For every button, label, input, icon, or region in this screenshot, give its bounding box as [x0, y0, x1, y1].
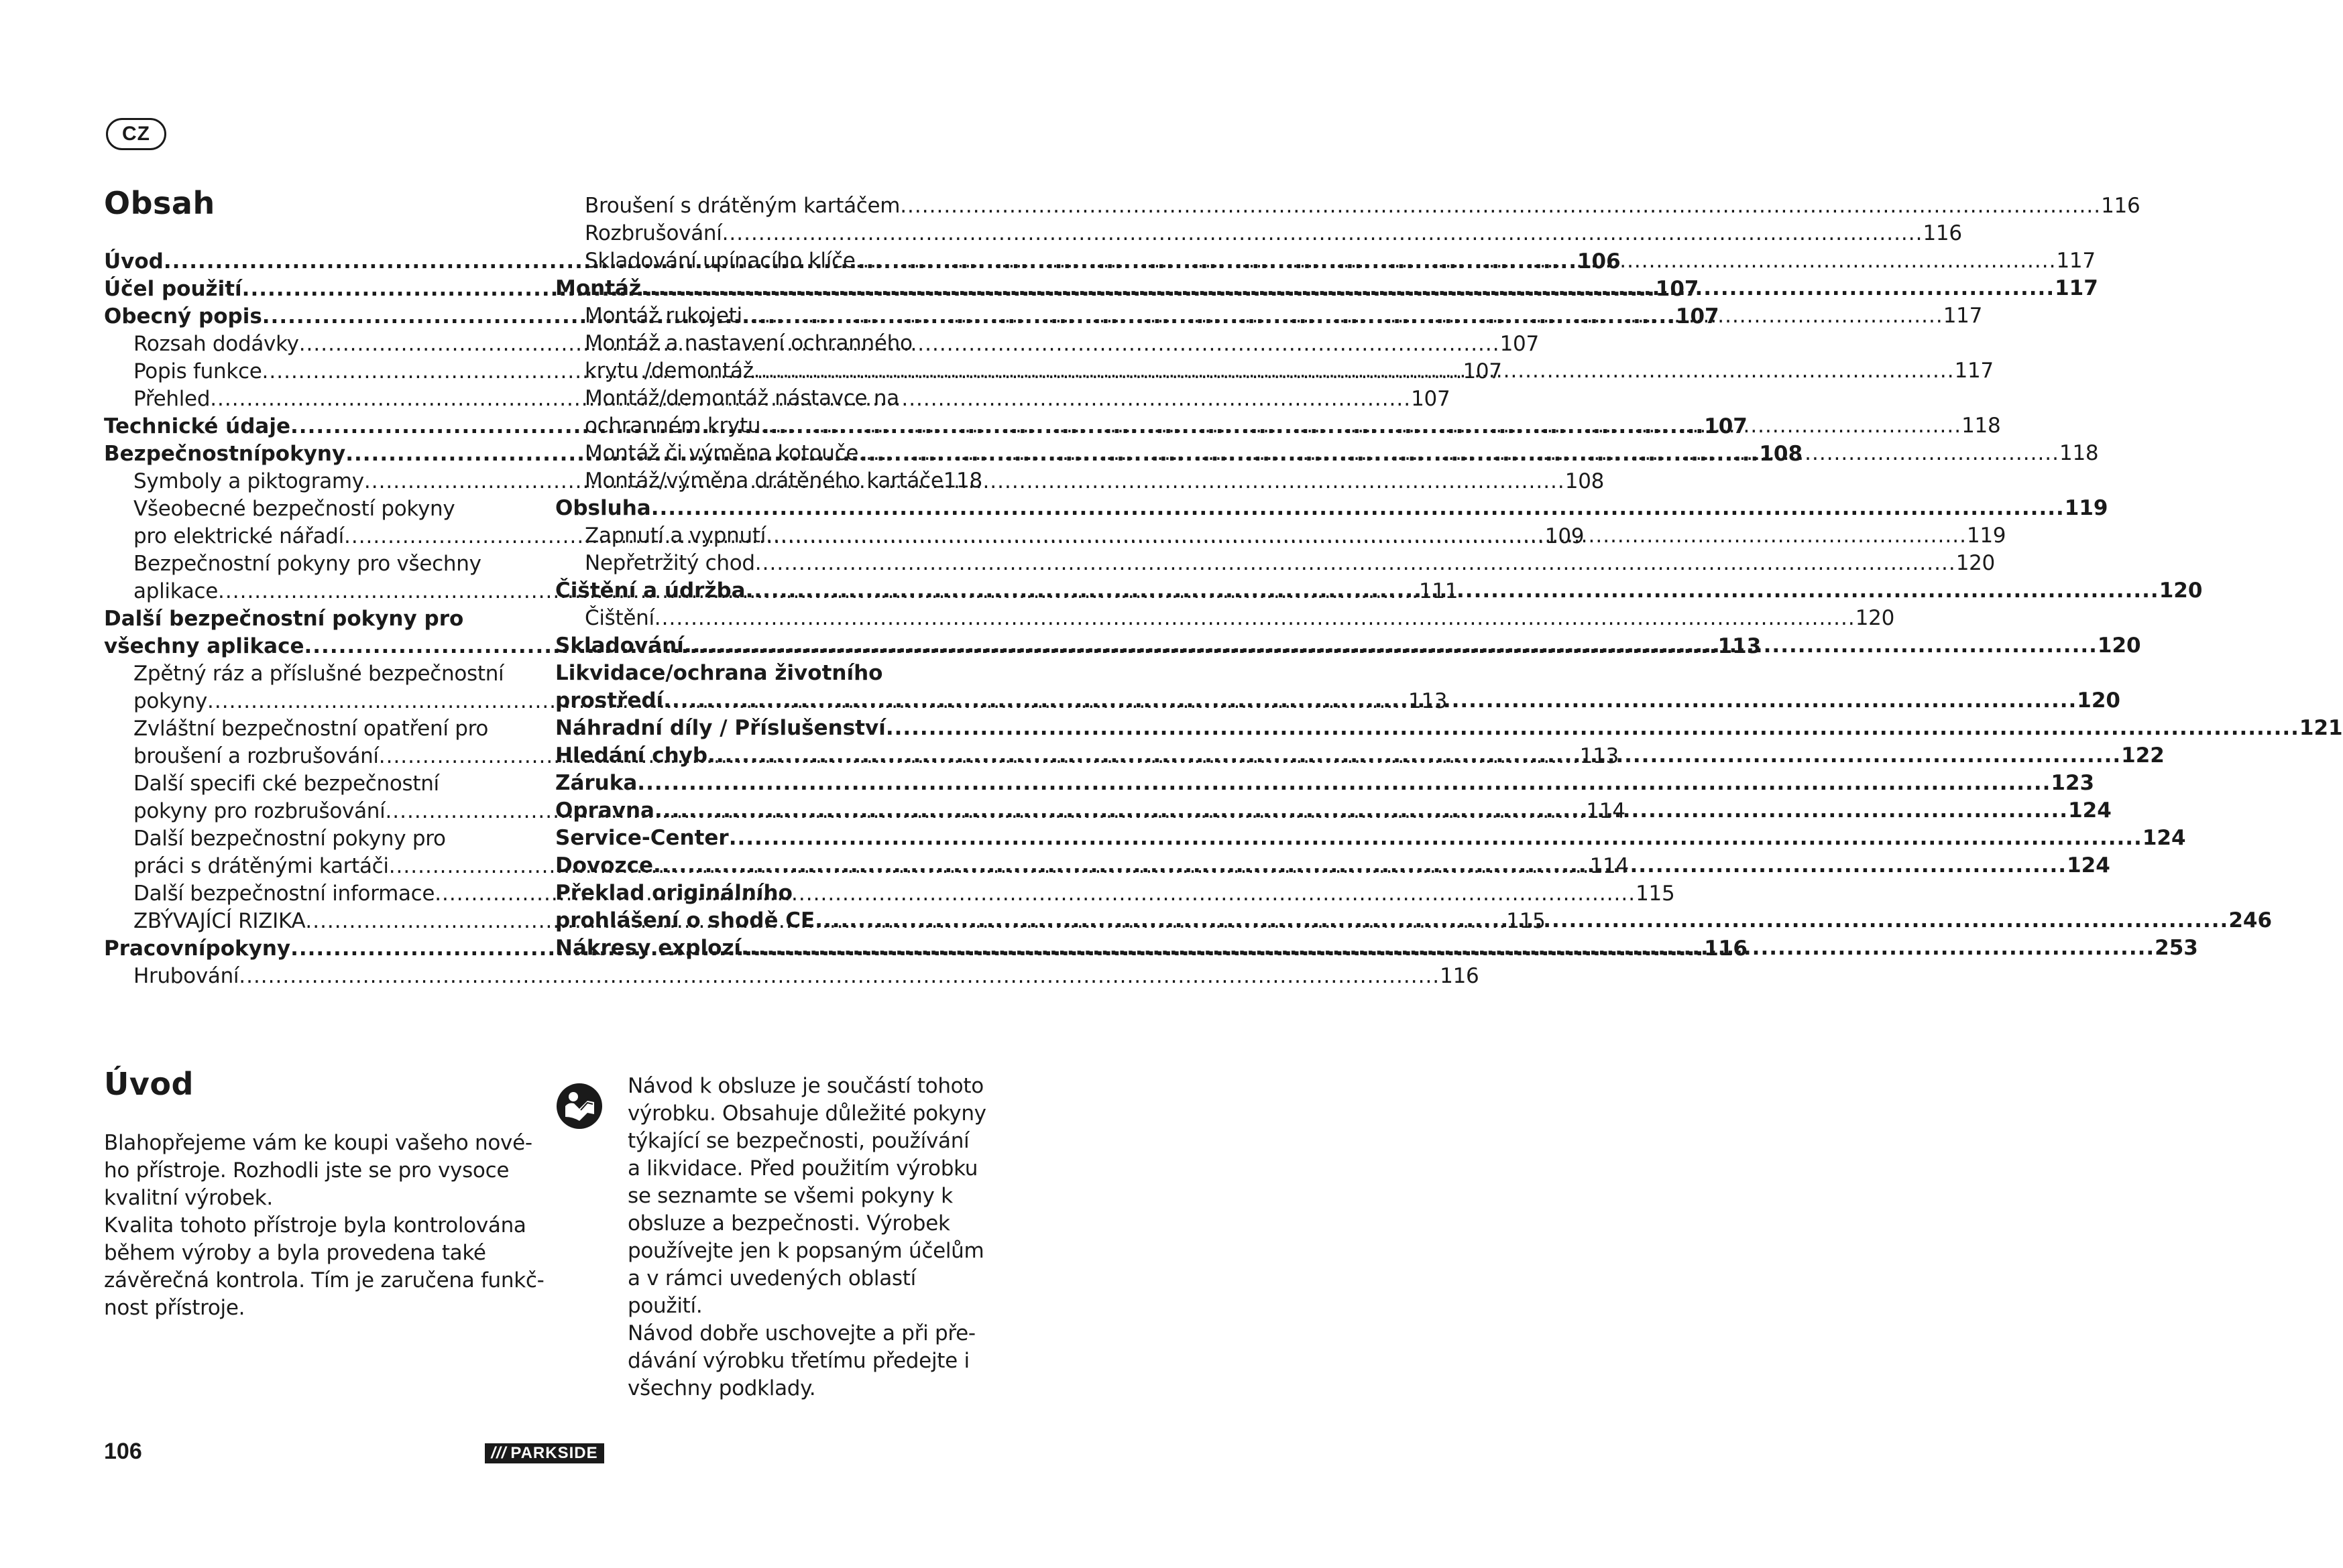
toc-entry-label: Úvod [104, 249, 164, 274]
toc-entry-page: 107 [1411, 387, 1450, 411]
toc-entry-page: 111 [1418, 579, 1459, 603]
toc-entry-label: Symboly a piktogramy [133, 469, 364, 493]
toc-entry-page: 120 [2097, 634, 2141, 658]
toc-entry-label: Montáž/demontáž nástavce na [585, 386, 899, 410]
toc-leader-dots [641, 275, 2055, 302]
toc-leader-dots [766, 522, 1967, 550]
toc-entry-label: Všeobecné bezpečností pokyny [133, 497, 455, 521]
toc-entry-label: Technické údaje [104, 414, 291, 438]
text-line: výrobku. Obsahuje důležité pokyny [628, 1101, 986, 1126]
toc-leader-dots [815, 907, 2228, 934]
toc-entry-label: Montáž [555, 276, 641, 300]
toc-entry [555, 660, 978, 687]
toc-entry-label: pokyny pro rozbrušování [133, 799, 386, 823]
toc-leader-dots [722, 220, 1923, 247]
toc-entry-label: pro elektrické nářadí [133, 524, 344, 548]
text-line: se seznamte se všemi pokyny k [628, 1184, 953, 1208]
toc-entry-page: 114 [1589, 854, 1629, 878]
toc-entry [555, 192, 2140, 220]
toc-entry-label: ochranném krytu [585, 414, 761, 438]
toc-entry-label: Rozbrušování [585, 221, 722, 245]
read-manual-icon [555, 1082, 604, 1130]
toc-entry-label: Skladování upínacího klíče [585, 249, 856, 273]
toc-entry [104, 963, 1479, 990]
toc-entry-label: Nepřetržitý chod [585, 551, 755, 575]
toc-entry-label: Zpětný ráz a příslušné bezpečnostní [133, 662, 504, 686]
text-line: použití. [628, 1294, 703, 1318]
toc-entry-page: 120 [1855, 606, 1894, 630]
toc-entry-page: 119 [1966, 524, 2006, 548]
toc-entry-label: Hledání chyb [555, 743, 708, 768]
toc-entry-label: Montáž či výměna kotouče [585, 441, 859, 465]
toc-leader-dots [729, 825, 2142, 852]
toc-entry-page: 118 [2059, 441, 2099, 465]
toc-leader-dots [886, 715, 2299, 742]
intro-text [104, 1130, 545, 1322]
toc-entry-page: 118 [1961, 414, 2001, 438]
toc-entry-page: 109 [1544, 524, 1585, 548]
toc-entry-label: Obsluha [555, 496, 651, 520]
toc-entry-label: broušení a rozbrušování [133, 744, 379, 768]
toc-entry-label: Účel použití [104, 277, 242, 301]
toc-entry-label: Skladování [555, 634, 684, 658]
toc-entry [555, 385, 978, 412]
toc-leader-dots [653, 852, 2067, 880]
toc-entry [555, 880, 978, 907]
text-line: během výroby a byla provedena také [104, 1241, 486, 1265]
text-line: používejte jen k popsaným účelům [628, 1239, 984, 1263]
toc-entry-label: Broušení s drátěným kartáčem [585, 194, 901, 218]
toc-entry-label: prohlášení o shodě CE [555, 908, 815, 932]
toc-entry-page: 107 [1655, 277, 1699, 301]
toc-leader-dots [707, 742, 2121, 770]
brand-slashes: /// [491, 1444, 507, 1462]
toc-entry-page: 117 [2055, 276, 2098, 300]
text-line: dávání výrobku třetímu předejte i [628, 1349, 970, 1373]
toc-entry-label: Další bezpečnostní informace [133, 882, 435, 906]
toc-entry-label: Popis funkce [133, 359, 262, 383]
text-line: ho přístroje. Rozhodli jste se pro vysoce [104, 1158, 510, 1183]
toc-entry-label: Dovozce [555, 853, 653, 878]
text-line: Návod k obsluze je součástí tohoto [628, 1074, 984, 1098]
text-line: obsluze a bezpečnosti. Výrobek [628, 1211, 950, 1235]
toc-entry-page: 113 [1408, 689, 1448, 713]
toc-entry-label: ZBÝVAJÍCÍ RIZIKA [133, 909, 306, 933]
toc-leader-dots [637, 770, 2051, 797]
toc-entry-label: Zapnutí a vypnutí [585, 524, 766, 548]
toc-entry-page: 124 [2067, 853, 2110, 878]
toc-entry-label: práci s drátěnými kartáči [133, 854, 389, 878]
toc-entry-label: Pracovnípokyny [104, 937, 291, 961]
text-line: týkající se bezpečnosti, používání [628, 1129, 970, 1153]
toc-entry [104, 495, 523, 523]
toc-entry [555, 825, 2186, 852]
toc-entry [555, 550, 1995, 577]
toc-leader-dots [856, 247, 2057, 275]
toc-entry-label: Bezpečnostnípokyny [104, 442, 346, 466]
toc-entry-page: 107 [1704, 414, 1748, 438]
toc-leader-dots [900, 192, 2101, 220]
toc-entry-page: 119 [2064, 496, 2108, 520]
manual-note-text [628, 1073, 990, 1402]
toc-entry-page: 253 [2155, 936, 2198, 960]
toc-leader-dots [654, 605, 1855, 632]
toc-leader-dots [663, 687, 2077, 715]
toc-entry-page: 115 [1636, 882, 1675, 906]
toc-leader-dots [654, 797, 2068, 825]
text-line: Blahopřejeme vám ke koupi vašeho nové- [104, 1131, 532, 1155]
toc-leader-dots [754, 357, 1955, 385]
toc-entry [555, 770, 2095, 797]
text-line: a v rámci uvedených oblastí [628, 1266, 916, 1290]
toc-entry-page: 113 [1579, 744, 1619, 768]
toc-entry-label: Zvláštní bezpečnostní opatření pro [133, 717, 489, 741]
toc-entry-label: prostředí [555, 688, 664, 713]
toc-entry-page: 122 [2121, 743, 2165, 768]
toc-entry [104, 715, 523, 743]
toc-entry-page: 121 [2299, 716, 2343, 740]
toc-entry-page: 108 [1759, 442, 1803, 466]
toc-entry-label: aplikace [133, 579, 219, 603]
toc-entry-page: 118 [943, 469, 982, 493]
toc-entry [555, 715, 2343, 742]
toc-entry-page: 115 [1506, 909, 1546, 933]
toc-entry [555, 467, 982, 495]
toc-entry-page: 117 [2056, 249, 2096, 273]
toc-entry-page: 117 [1954, 359, 1994, 383]
toc-entry-label: Montáž rukojeti [585, 304, 742, 328]
toc-entry-label: Přehled [133, 387, 211, 411]
toc-entry-label: krytu /demontáž [585, 359, 754, 383]
intro-title: Úvod [104, 1066, 194, 1102]
text-line: a likvidace. Před použitím výrobku [628, 1156, 978, 1181]
text-line: kvalitní výrobek. [104, 1186, 273, 1210]
toc-entry-label: Bezpečnostní pokyny pro všechny [133, 552, 481, 576]
toc-entry-page: 116 [1440, 964, 1479, 988]
toc-entry-label: Nákresy explozí [555, 936, 742, 960]
toc-entry-label: Další bezpečnostní pokyny pro [133, 827, 446, 851]
toc-entry-page: 124 [2068, 798, 2112, 823]
toc-entry [104, 550, 523, 578]
text-line: závěrečná kontrola. Tím je zaručena funkč- [104, 1268, 545, 1292]
toc-entry-label: Service-Center [555, 826, 729, 850]
toc-leader-dots [684, 632, 2098, 660]
toc-entry [555, 495, 2108, 522]
toc-entry-page: 120 [2159, 579, 2203, 603]
toc-entry-label: pokyny [133, 689, 208, 713]
toc-entry [555, 220, 1962, 247]
toc-title: Obsah [104, 185, 215, 221]
toc-entry [555, 605, 1894, 632]
toc-entry-page: 113 [1717, 634, 1762, 658]
toc-entry-label: Obecný popis [104, 304, 262, 328]
toc-leader-dots [858, 440, 2059, 467]
toc-entry-page: 116 [2101, 194, 2140, 218]
toc-entry [104, 605, 523, 633]
toc-leader-dots [741, 934, 2155, 962]
toc-entry-page: 246 [2228, 908, 2273, 932]
toc-entry-page: 107 [1499, 332, 1539, 356]
toc-entry [555, 330, 978, 357]
toc-leader-dots [760, 412, 1961, 440]
toc-entry-label: Čištění [585, 606, 654, 630]
text-line: všechny podklady. [628, 1376, 816, 1400]
toc-entry-page: 120 [1955, 551, 1995, 575]
text-line: nost přístroje. [104, 1296, 245, 1320]
toc-leader-dots [746, 577, 2159, 605]
page-number: 106 [104, 1439, 142, 1464]
toc-entry-page: 123 [2051, 771, 2095, 795]
toc-entry [104, 770, 523, 798]
toc-entry-label: Záruka [555, 771, 638, 795]
toc-leader-dots [651, 495, 2065, 522]
brand-name: PARKSIDE [510, 1444, 598, 1462]
toc-entry-label: všechny aplikace [104, 634, 304, 658]
toc-leader-dots [742, 302, 1943, 330]
toc-entry-label: Opravna [555, 798, 654, 823]
toc-entry-label: Náhradní díly / Příslušenství [555, 716, 886, 740]
toc-entry-page: 124 [2142, 826, 2186, 850]
toc-entry-label: Hrubování [133, 964, 239, 988]
toc-entry-page: 114 [1586, 799, 1625, 823]
toc-entry-label: Další bezpečnostní pokyny pro [104, 607, 464, 631]
toc-entry-label: Čištění a údržba [555, 579, 746, 603]
toc-entry-page: 120 [2077, 688, 2121, 713]
toc-entry-label: Další specifi cké bezpečnostní [133, 772, 439, 796]
toc-leader-dots [239, 963, 1440, 990]
toc-entry-page: 116 [1923, 221, 1962, 245]
toc-entry-label: Montáž a nastavení ochranného [585, 331, 913, 355]
toc-entry-label: Překlad originálního [555, 881, 793, 905]
toc-entry-label: Montáž/výměna drátěného kartáče [585, 469, 944, 493]
toc-entry-label: Rozsah dodávky [133, 332, 299, 356]
toc-entry-page: 106 [1577, 249, 1621, 274]
toc-entry-page: 117 [1943, 304, 1982, 328]
parkside-logo [485, 1443, 604, 1463]
toc-entry [104, 660, 523, 688]
toc-entry-page: 108 [1564, 469, 1605, 493]
text-line: Kvalita tohoto přístroje byla kontrolována [104, 1213, 526, 1238]
toc-entry-page: 107 [1675, 304, 1719, 328]
toc-entry [104, 825, 523, 853]
toc-entry-label: Likvidace/ochrana životního [555, 661, 883, 685]
text-line: Návod dobře uschovejte a při pře- [628, 1321, 976, 1345]
toc-entry-page: 107 [1463, 359, 1502, 383]
toc-entry-page: 116 [1704, 937, 1748, 961]
language-badge: CZ [106, 118, 166, 150]
toc-leader-dots [755, 550, 1956, 577]
